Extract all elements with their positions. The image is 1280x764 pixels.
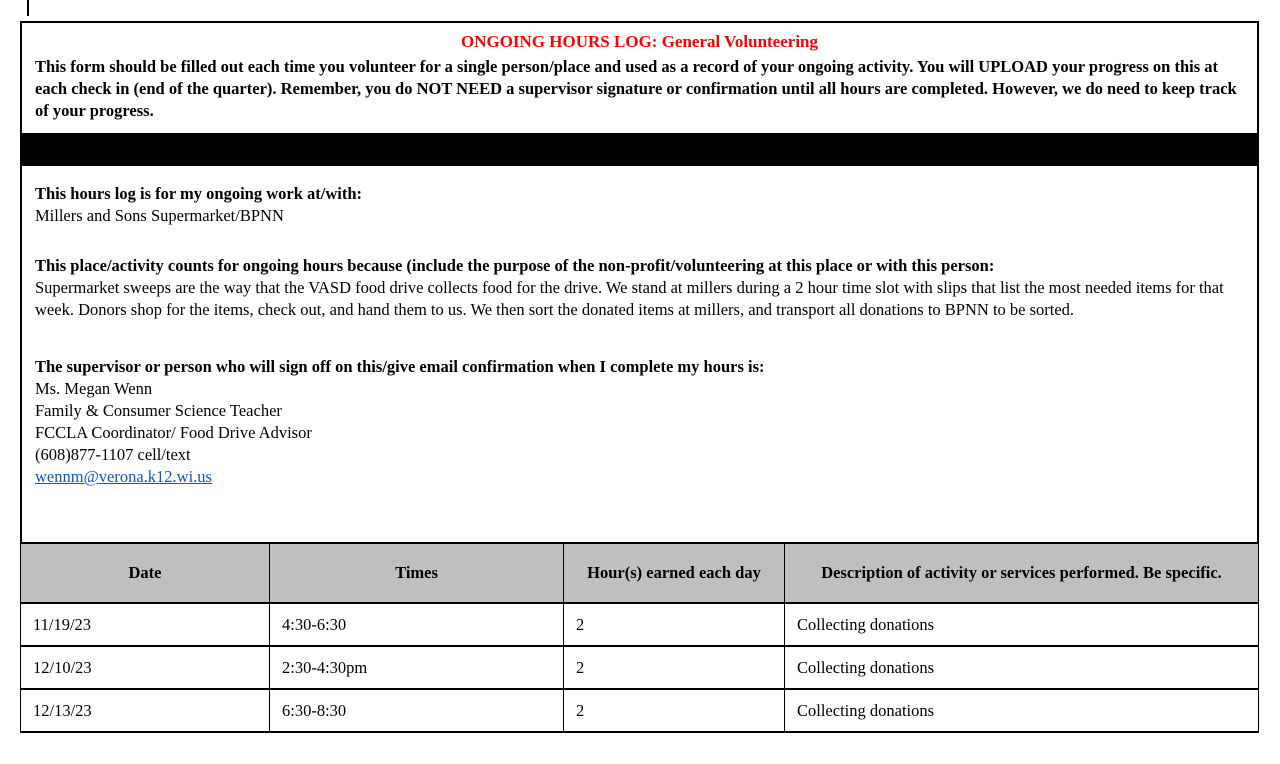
column-header-times: Times [270,543,564,603]
form-body [20,166,1259,542]
cell-date: 12/13/23 [21,689,270,732]
purpose-value: Supermarket sweeps are the way that the VASD food drive collects food for the drive. We stand at millers during a 2 hour time slot with slips that list the most needed items for that week. Donors shop for the items, check out, and hand them to us. We then sort the donated items at millers, and transport all donations to BPNN to be sorted. [35,278,1224,319]
hours-log-table [20,542,1259,733]
purpose-section [35,255,1244,321]
cell-description: Collecting donations [785,603,1259,646]
supervisor-role-2: FCCLA Coordinator/ Food Drive Advisor [35,423,312,442]
form-title: ONGOING HOURS LOG: General Volunteering [460,32,819,51]
work-section [35,183,1244,227]
cell-description: Collecting donations [785,689,1259,732]
cell-hours: 2 [564,603,785,646]
cell-times: 2:30-4:30pm [270,646,564,689]
supervisor-heading: The supervisor or person who will sign off on this/give email confirmation when I complete my hours is: [35,357,765,376]
cell-description: Collecting donations [785,646,1259,689]
work-heading: This hours log is for my ongoing work at/with: [35,184,362,203]
table-row [21,689,1259,732]
column-header-description: Description of activity or services performed. Be specific. [785,543,1259,603]
supervisor-name: Ms. Megan Wenn [35,379,153,398]
column-header-hours: Hour(s) earned each day [564,543,785,603]
supervisor-section [35,356,1244,488]
purpose-heading: This place/activity counts for ongoing hours because (include the purpose of the non-profit/volunteering at this place or with this person: [35,256,995,275]
table-header-row [21,543,1259,603]
supervisor-role-1: Family & Consumer Science Teacher [35,401,282,420]
cell-times: 4:30-6:30 [270,603,564,646]
form-header-box [20,21,1259,135]
form-instructions: This form should be filled out each time you volunteer for a single person/place and used as a record of your ongoing activity. You will UPLOAD your progress on this at each check in (end of the quarter). Remember, you do NOT NEED a supervisor signature or confirmation until all hours are completed. However, we do need to keep track of your progress. [35,57,1237,120]
cell-times: 6:30-8:30 [270,689,564,732]
cell-date: 11/19/23 [21,603,270,646]
cell-date: 12/10/23 [21,646,270,689]
supervisor-phone: (608)877-1107 cell/text [35,445,191,464]
document-page [20,21,1259,733]
cell-hours: 2 [564,646,785,689]
table-row [21,603,1259,646]
text-cursor-mark [27,0,29,16]
cell-hours: 2 [564,689,785,732]
work-value: Millers and Sons Supermarket/BPNN [35,206,284,225]
table-row [21,646,1259,689]
supervisor-email-link[interactable]: wennm@verona.k12.wi.us [35,467,212,486]
black-divider-bar [20,135,1259,166]
column-header-date: Date [21,543,270,603]
